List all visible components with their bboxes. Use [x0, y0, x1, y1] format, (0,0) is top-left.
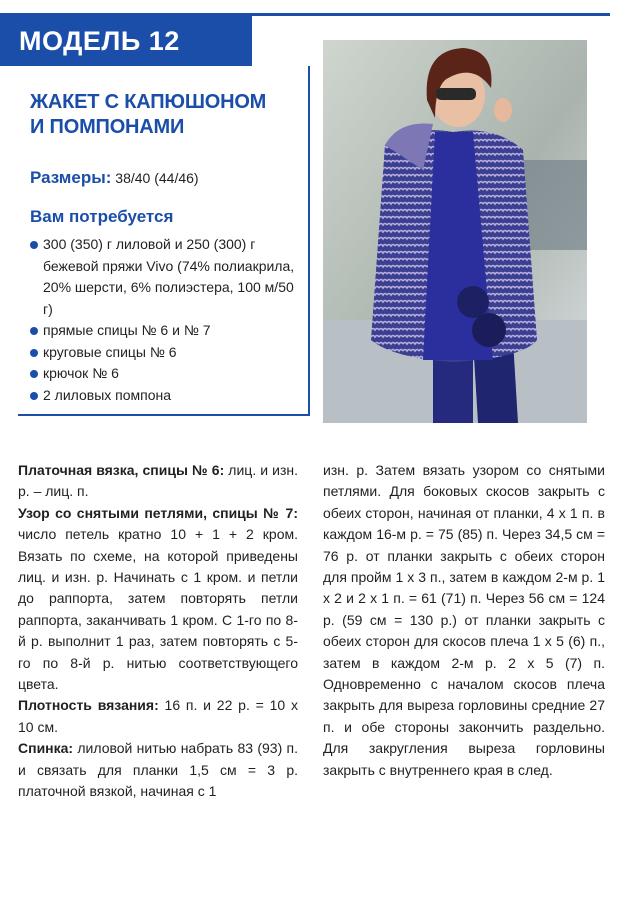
sizes-row	[30, 168, 199, 188]
materials-item: 300 (350) г лиловой и 250 (300) г бежевой пряжи Vivo (74% полиакрила, 20% шерсти, 6% полиэстера, 100 м/50 г)	[30, 234, 300, 320]
instructions-left-column	[18, 460, 298, 803]
materials-item: крючок № 6	[30, 363, 300, 385]
sizes-label: Размеры:	[30, 168, 112, 187]
paragraph: Спинка: лиловой нитью набрать 83 (93) п. и связать для планки 1,5 см = 3 р. платочной вязкой, начиная с 1	[18, 740, 298, 800]
paragraph: Платочная вязка, спицы № 6: лиц. и изн. р. – лиц. п.	[18, 462, 298, 500]
bullet-icon	[30, 241, 38, 249]
article-title	[30, 90, 300, 140]
sizes-value: 38/40 (44/46)	[115, 170, 199, 186]
bullet-icon	[30, 349, 38, 357]
materials-item: круговые спицы № 6	[30, 342, 300, 364]
model-badge: МОДЕЛЬ 12	[0, 16, 252, 66]
bullet-icon	[30, 327, 38, 335]
paragraph: изн. р. Затем вязать узором со снятыми петлями. Для боковых скосов закрыть с обеих сторон, начиная от планки, 4 х 1 п. в каждом 16-м р. = 75 (85) п. Через 34,5 см = 76 р. от планки закрыть с обеих сторон для пройм 1 х 3 п., затем в каждом 2-м р. 1 х 2 и 2 х 1 п. = 61 (71) п. Через 56 см = 124 р. (59 см = 130 р.) от планки закрыть с обеих сторон для скосов плеча 1 х 5 (6) п., затем в каждом 2-м р. 2 х 5 (7) п. Одновременно с началом скосов плеча закрыть для выреза горловины средние 27 п. и обе стороны закончить раздельно. Для закругления выреза горловины закрыть с внутреннего края в след.	[323, 462, 605, 778]
materials-item: 2 лиловых помпона	[30, 385, 300, 407]
title-line-1: ЖАКЕТ С КАПЮШОНОМ	[30, 91, 267, 113]
materials-item: прямые спицы № 6 и № 7	[30, 320, 300, 342]
bullet-icon	[30, 370, 38, 378]
paragraph: Узор со снятыми петлями, спицы № 7: число петель кратно 10 + 1 + 2 кром. Вязать по схеме, на которой приведены лиц. и изн. р. Начинать с 1 кром. и петли до раппорта, затем повторять петли раппорта, заканчивать 1 кром. С 1-го по 8-й р. выполнит 1 раз, затем повторять с 5-го по 8-й р. нитью соответствующего цвета.	[18, 504, 298, 693]
title-line-2: И ПОМПОНАМИ	[30, 116, 185, 138]
instructions-right-column	[323, 460, 605, 781]
materials-heading: Вам потребуется	[30, 207, 174, 226]
paragraph: Плотность вязания: 16 п. и 22 р. = 10 х 10 см.	[18, 697, 298, 735]
bullet-icon	[30, 392, 38, 400]
materials-list	[30, 234, 300, 406]
model-photo	[323, 40, 587, 423]
